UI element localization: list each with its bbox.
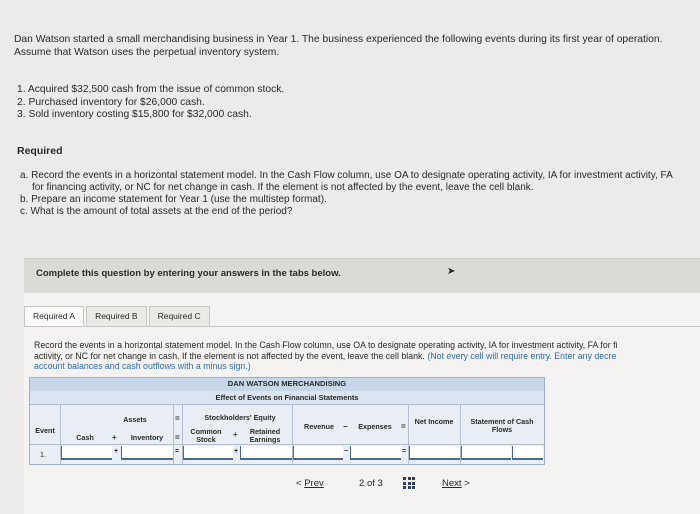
- retained-earnings-input[interactable]: [240, 446, 292, 460]
- tab-divider: [24, 326, 700, 327]
- cash-flows-header: Statement of Cash Flows: [470, 417, 534, 434]
- event-list: [17, 84, 284, 122]
- next-button[interactable]: [442, 478, 470, 489]
- page-total: of 3: [366, 478, 383, 489]
- net-income-header: Net Income: [414, 417, 454, 426]
- next-label: Next: [442, 478, 462, 489]
- cash-header: Cash: [76, 433, 94, 442]
- assets-header: Assets: [123, 415, 147, 424]
- common-stock-input[interactable]: [183, 446, 233, 460]
- minus-sign: −: [343, 422, 348, 431]
- common-stock-header: Common Stock: [190, 427, 222, 444]
- instruction-band: [24, 258, 700, 294]
- mouse-cursor-icon: ➤: [447, 266, 456, 277]
- equals-sign: =: [175, 433, 180, 442]
- cash-flows-amount-input[interactable]: [461, 446, 511, 460]
- cash-flows-activity-input[interactable]: [512, 446, 543, 460]
- tab-required-a[interactable]: Required A: [24, 306, 84, 327]
- equity-header: Stockholders' Equity: [204, 413, 276, 422]
- tab-instruction: [34, 340, 700, 372]
- plus-sign: +: [114, 448, 119, 455]
- event-header: Event: [35, 426, 55, 435]
- inventory-header: Inventory: [130, 433, 164, 442]
- tab-bar: [24, 306, 212, 326]
- prev-button[interactable]: [296, 478, 324, 489]
- minus-sign: −: [344, 448, 349, 455]
- net-income-input[interactable]: [409, 446, 460, 460]
- table-subtitle: Effect of Events on Financial Statements: [215, 393, 359, 402]
- expenses-input[interactable]: [350, 446, 401, 460]
- row-number: 1.: [40, 450, 46, 459]
- column-divider: [173, 404, 174, 464]
- required-item: b. Prepare an income statement for Year 1 (use the multistep format).: [20, 194, 327, 205]
- required-item: a. Record the events in a horizontal statement model. In the Cash Flow column, use OA to designate operating activity, IA for investment activity, FA for financing activity, or NC for net change in cash. If the element is not affected by the event, leave the cell blank.: [20, 170, 673, 193]
- instruction-line: Record the events in a horizontal statement model. In the Cash Flow column, use OA to designate operating activity, IA for investment activity, FA for fi: [34, 340, 618, 350]
- cash-input[interactable]: [61, 446, 112, 460]
- inventory-input[interactable]: [121, 446, 173, 460]
- statement-model-table: [29, 377, 545, 465]
- event-item: 2. Purchased inventory for $26,000 cash.: [17, 96, 205, 108]
- instruction-note: (Not every cell will require entry. Enter any decre: [427, 350, 617, 361]
- required-heading: Required: [17, 145, 63, 157]
- tab-required-c[interactable]: Required C: [149, 306, 210, 327]
- revenue-header: Revenue: [304, 422, 334, 431]
- plus-sign: +: [234, 448, 239, 455]
- table-title: DAN WATSON MERCHANDISING: [227, 379, 347, 388]
- plus-sign: +: [112, 433, 117, 442]
- row-divider: [30, 444, 544, 445]
- problem-intro: Dan Watson started a small merchandising business in Year 1. The business experienced the following events during its first year of operation. Assume that Watson uses the perpetual inventory system.: [14, 34, 663, 58]
- page-indicator: [359, 478, 383, 489]
- equals-sign: =: [401, 422, 406, 431]
- equals-sign: =: [402, 448, 407, 455]
- tab-required-b[interactable]: Required B: [86, 306, 147, 327]
- prev-label: Prev: [304, 478, 324, 489]
- grid-icon[interactable]: [403, 477, 415, 489]
- required-item: c. What is the amount of total assets at the end of the period?: [20, 206, 293, 217]
- event-item: 1. Acquired $32,500 cash from the issue of common stock.: [17, 84, 285, 95]
- event-item: 3. Sold inventory costing $15,800 for $32,000 cash.: [17, 109, 252, 120]
- instruction-text: activity, or NC for net change in cash. If the element is not affected by the event, leave the cell blank.: [34, 350, 428, 361]
- retained-earnings-header: Retained Earnings: [249, 427, 281, 444]
- instruction-line: [34, 351, 700, 362]
- instruction-note: account balances and cash outflows with a minus sign.): [34, 361, 251, 371]
- chevron-left-icon: <: [296, 478, 302, 489]
- required-list: [20, 170, 680, 218]
- equals-sign: =: [175, 414, 180, 423]
- revenue-input[interactable]: [293, 446, 343, 460]
- band-text: Complete this question by entering your answers in the tabs below.: [36, 268, 341, 279]
- chevron-right-icon: >: [464, 478, 470, 489]
- equals-sign: =: [175, 448, 180, 455]
- plus-sign: +: [233, 430, 238, 439]
- expenses-header: Expenses: [358, 422, 392, 431]
- current-page: 2: [359, 478, 365, 489]
